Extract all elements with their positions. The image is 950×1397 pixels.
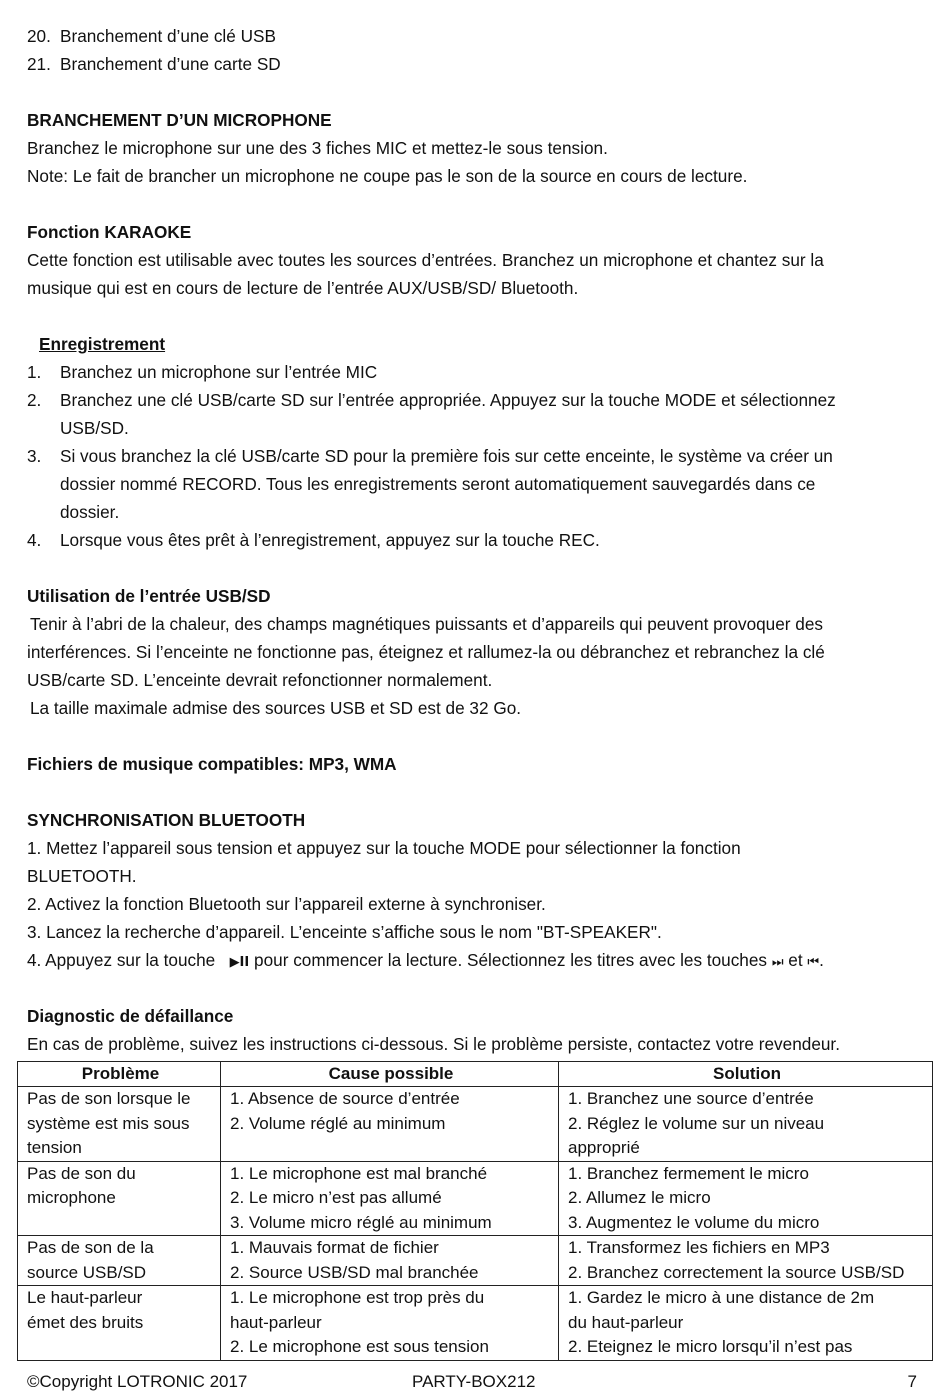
item-text-continued: USB/SD. [60,418,129,438]
cell-line: système est mis sous [27,1113,190,1133]
cause-cell [221,1236,559,1286]
column-header: Cause possible [221,1062,559,1087]
item-text: Lorsque vous êtes prêt à l’enregistrement, appuyez sur la touche REC. [60,530,600,550]
previous-track-icon: ⏮ [807,955,820,970]
play-pause-icon: ▶II [229,955,250,970]
paragraph-line: musique qui est en cours de lecture de l’entrée AUX/USB/SD/ Bluetooth. [27,278,579,298]
item-number: 20. [27,26,51,46]
table-row [18,1286,933,1361]
cell-line: 2. Eteignez le micro lorsqu’il n’est pas [568,1337,853,1356]
cell-line: 2. Réglez le volume sur un niveau [568,1113,825,1133]
model-name: PARTY-BOX212 [412,1372,536,1391]
cell-line: 1. Absence de source d’entrée [230,1089,460,1108]
microphone-heading: BRANCHEMENT D’UN MICROPHONE [27,110,332,130]
cell-line: Pas de son lorsque le [27,1089,191,1108]
cell-line: 2. Source USB/SD mal branchée [230,1262,479,1282]
item-text: Branchez un microphone sur l’entrée MIC [60,362,378,382]
item-number: 21. [27,54,51,74]
item-number: 3. [27,446,42,466]
manual-page [27,22,927,1058]
line-text: et [788,950,803,970]
cell-line: 2. Branchez correctement la source USB/SD [568,1262,905,1282]
list-item [27,442,927,470]
next-track-icon: ⏭ [771,955,784,970]
cell-line: 1. Mauvais format de fichier [230,1238,439,1257]
item-text-continued: dossier. [60,502,120,522]
cell-line: 2. Le microphone est sous tension [230,1337,489,1356]
recording-heading: Enregistrement [39,334,166,354]
cell-line: 1. Gardez le micro à une distance de 2m [568,1288,875,1307]
item-text: Branchement d’une clé USB [60,26,276,46]
troubleshooting-table [17,1061,933,1361]
formats-heading: Fichiers de musique compatibles: MP3, WMA [27,754,397,774]
cause-cell [221,1087,559,1162]
cell-line: Le haut-parleur [27,1288,143,1307]
paragraph-line: interférences. Si l’enceinte ne fonctionne pas, éteignez et rallumez-la ou débranchez et rebranchez la clé [27,642,825,662]
column-header: Problème [18,1062,221,1087]
cell-line: Pas de son de la [27,1238,154,1257]
paragraph-line: 1. Mettez l’appareil sous tension et appuyez sur la touche MODE pour sélectionner la fonction [27,838,741,858]
paragraph-line [27,946,927,974]
cell-line: approprié [568,1138,640,1157]
cell-line: émet des bruits [27,1312,144,1332]
cell-line: 2. Le micro n’est pas allumé [230,1188,442,1207]
cell-line: 1. Branchez fermement le micro [568,1163,809,1183]
item-number: 4. [27,530,42,550]
line-text: . [819,950,824,970]
problem-cell [18,1286,221,1361]
cell-line: 1. Transformez les fichiers en MP3 [568,1238,830,1257]
bluetooth-heading: SYNCHRONISATION BLUETOOTH [27,810,306,830]
item-text: Si vous branchez la clé USB/carte SD pour la première fois sur cette enceinte, le système va créer un [60,446,833,466]
cell-line: source USB/SD [27,1262,147,1282]
list-item [27,358,927,386]
cell-line: 1. Le microphone est mal branché [230,1163,488,1183]
list-item [27,50,927,78]
cell-line: 3. Augmentez le volume du micro [568,1212,820,1232]
usb-sd-heading: Utilisation de l’entrée USB/SD [27,586,271,606]
problem-cell [18,1087,221,1162]
paragraph-line: Branchez le microphone sur une des 3 fiches MIC et mettez-le sous tension. [27,138,608,158]
cell-line: 2. Allumez le micro [568,1188,711,1207]
paragraph-line: La taille maximale admise des sources USB et SD est de 32 Go. [30,698,522,718]
item-text: Branchez une clé USB/carte SD sur l’entrée appropriée. Appuyez sur la touche MODE et sélectionnez [60,390,836,410]
item-text: Branchement d’une carte SD [60,54,281,74]
cell-line: tension [27,1138,82,1157]
solution-cell [559,1286,933,1361]
cell-line: Pas de son du [27,1163,136,1183]
solution-cell [559,1087,933,1162]
paragraph-line: BLUETOOTH. [27,866,137,886]
column-header: Solution [559,1062,933,1087]
cell-line: 1. Branchez une source d’entrée [568,1089,814,1108]
item-number: 1. [27,362,42,382]
paragraph-line: Tenir à l’abri de la chaleur, des champs magnétiques puissants et d’appareils qui peuvent provoquer des [30,614,824,634]
line-text: pour commencer la lecture. Sélectionnez les titres avec les touches [254,950,768,970]
cell-line: 1. Le microphone est trop près du [230,1288,485,1307]
page-footer [27,1368,922,1396]
item-text-continued: dossier nommé RECORD. Tous les enregistrements seront automatiquement sauvegardés dans ce [60,474,816,494]
paragraph-line: Note: Le fait de brancher un microphone ne coupe pas le son de la source en cours de lecture. [27,166,748,186]
list-item [27,22,927,50]
paragraph-line: USB/carte SD. L’enceinte devrait refonctionner normalement. [27,670,493,690]
cause-cell [221,1161,559,1236]
page-number: 7 [907,1372,917,1391]
solution-cell [559,1161,933,1236]
paragraph-line: Cette fonction est utilisable avec toutes les sources d’entrées. Branchez un microphone et chantez sur la [27,250,824,270]
table-header-row [18,1062,933,1087]
table-row [18,1236,933,1286]
paragraph-line: 2. Activez la fonction Bluetooth sur l’appareil externe à synchroniser. [27,894,546,914]
table-row [18,1087,933,1162]
cell-line: microphone [27,1188,116,1207]
cell-line: du haut-parleur [568,1312,684,1332]
solution-cell [559,1236,933,1286]
cause-cell [221,1286,559,1361]
paragraph-line: En cas de problème, suivez les instructions ci-dessous. Si le problème persiste, contactez votre revendeur. [27,1034,840,1054]
line-text: 4. Appuyez sur la touche [27,950,216,970]
cell-line: 3. Volume micro réglé au minimum [230,1212,492,1232]
cell-line: 2. Volume réglé au minimum [230,1113,446,1133]
problem-cell [18,1236,221,1286]
problem-cell [18,1161,221,1236]
paragraph-line: 3. Lancez la recherche d’appareil. L’enceinte s’affiche sous le nom "BT-SPEAKER". [27,922,662,942]
diagnostic-heading: Diagnostic de défaillance [27,1006,234,1026]
karaoke-heading: Fonction KARAOKE [27,222,192,242]
list-item [27,386,927,414]
list-item [27,526,927,554]
item-number: 2. [27,390,42,410]
table-row [18,1161,933,1236]
copyright-text: ©Copyright LOTRONIC 2017 [27,1372,248,1391]
cell-line: haut-parleur [230,1312,322,1332]
